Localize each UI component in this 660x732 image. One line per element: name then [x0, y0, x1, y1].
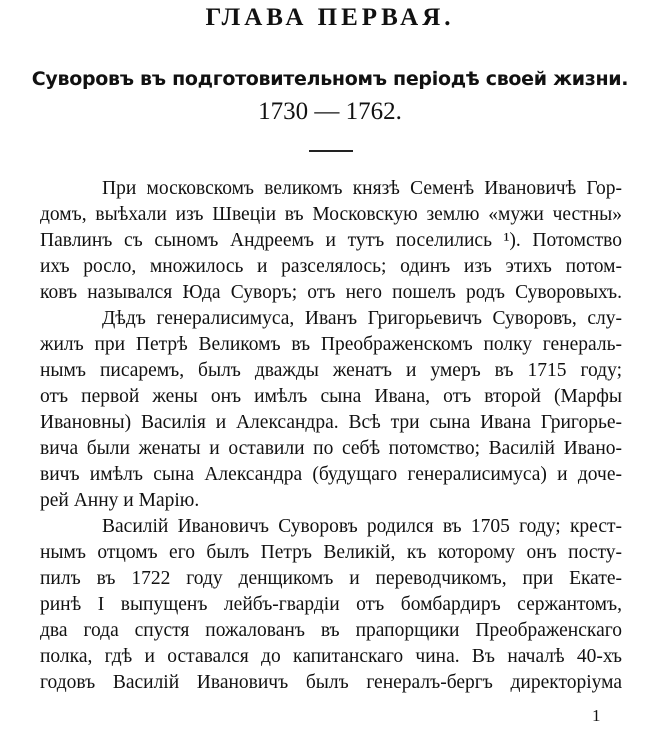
- text-line: нымъ писаремъ, былъ дважды женатъ и умеръ въ 1715 году;: [40, 360, 622, 381]
- text-line: пилъ въ 1722 году денщикомъ и переводчикомъ, при Екате-: [40, 568, 622, 589]
- divider: [309, 150, 353, 152]
- text-line: ковъ назывался Юда Суворъ; отъ него пошелъ родъ Суворовыхъ.: [40, 282, 622, 303]
- chapter-subtitle: Суворовъ въ подготовительномъ періодѣ своей жизни.: [31, 68, 629, 90]
- text-line: ринѣ I выпущенъ лейбъ-гвардіи отъ бомбардиръ сержантомъ,: [40, 594, 622, 615]
- page-number: 1: [592, 706, 601, 725]
- text-line: ихъ росло, множилось и разселялось; одинъ изъ этихъ потом-: [40, 256, 622, 277]
- body-text: [40, 176, 622, 696]
- text-line: полка, гдѣ и оставался до капитанскаго чина. Въ началѣ 40-хъ: [40, 646, 622, 667]
- chapter-title: ГЛАВА ПЕРВАЯ.: [205, 4, 455, 31]
- text-line: жилъ при Петрѣ Великомъ въ Преображенскомъ полку генераль-: [40, 334, 622, 355]
- text-line: нымъ отцомъ его былъ Петръ Великій, къ которому онъ посту-: [40, 542, 622, 563]
- text-line: годовъ Василій Ивановичъ былъ генералъ-бергъ директоріума: [40, 672, 622, 693]
- text-line: Василій Ивановичъ Суворовъ родился въ 1705 году; крест-: [102, 516, 622, 537]
- text-line: При московскомъ великомъ князѣ Семенѣ Ивановичѣ Гор-: [102, 178, 622, 199]
- chapter-years: 1730 — 1762.: [258, 98, 402, 125]
- text-line: вича были женаты и оставили по себѣ потомство; Василій Ивано-: [40, 438, 622, 459]
- text-line: Дѣдъ генералисимуса, Иванъ Григорьевичъ Суворовъ, слу-: [102, 308, 622, 329]
- text-line: отъ первой жены онъ имѣлъ сына Ивана, отъ второй (Марфы: [40, 386, 622, 407]
- text-line: рей Анну и Марію.: [40, 490, 200, 511]
- text-line: два года спустя пожалованъ въ прапорщики Преображенскаго: [40, 620, 622, 641]
- text-line: домъ, выѣхали изъ Швеціи въ Московскую землю «мужи честны»: [40, 204, 622, 225]
- text-line: вичъ имѣлъ сына Александра (будущаго генералисимуса) и доче-: [40, 464, 622, 485]
- text-line: Ивановны) Василія и Александра. Всѣ три сына Ивана Григорье-: [40, 412, 622, 433]
- text-line: Павлинъ съ сыномъ Андреемъ и тутъ поселились ¹). Потомство: [40, 230, 622, 251]
